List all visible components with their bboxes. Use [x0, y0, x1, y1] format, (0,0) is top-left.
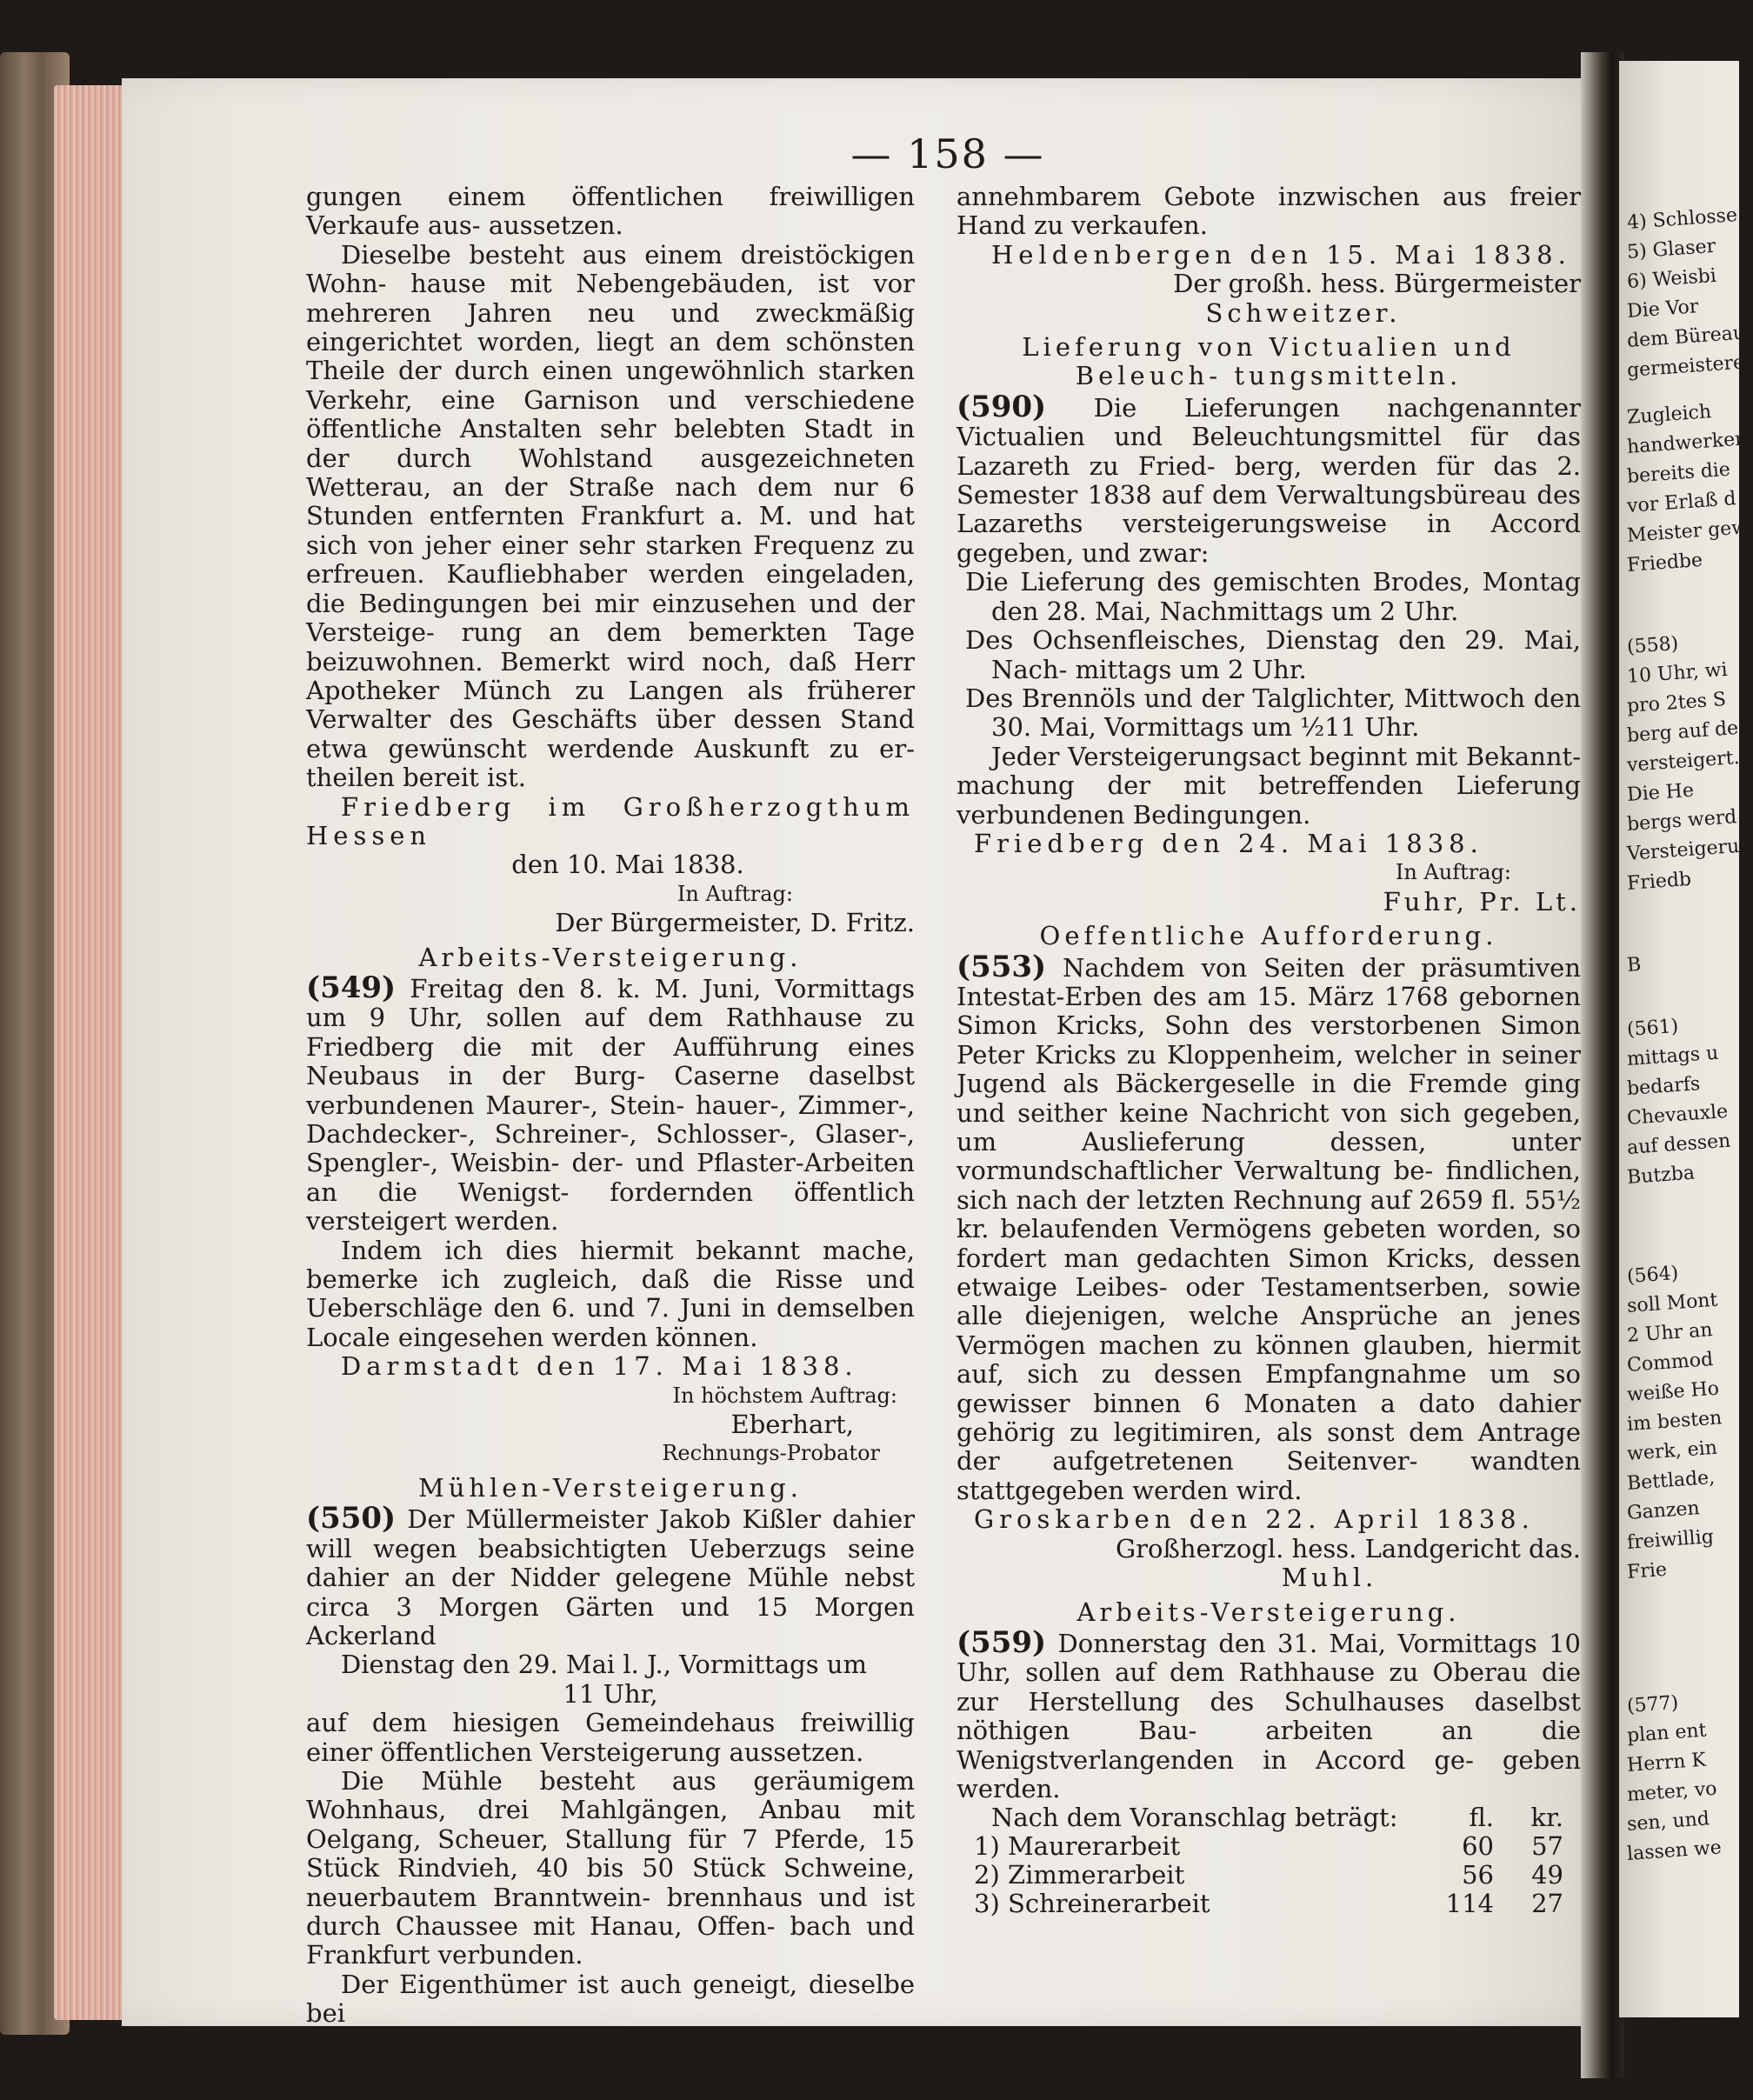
- place-date-line: Friedberg im Großherzogthum Hessen: [306, 791, 915, 850]
- left-column: [306, 183, 915, 2029]
- paragraph: Die Mühle besteht aus geräumigem Wohnhaus, drei Mahlgängen, Anbau mit Oelgang, Scheuer, Stallung für 7 Pferde, 15 Stück Rindvieh, 40 bis 50 Stück Schweine, neuerbautem Branntwein- brennhaus und ist durch Chaussee mit Hanau, Offen- bach und Frankfurt verbunden.: [306, 1765, 915, 1970]
- paragraph: annehmbarem Gebote inzwischen aus freier Hand zu verkaufen.: [956, 182, 1581, 241]
- cost-kr: 57: [1531, 1831, 1563, 1862]
- signature: Muhl.: [1281, 1563, 1378, 1593]
- fragment-line: mittags u: [1626, 1042, 1720, 1070]
- list-item: Des Ochsenfleisches, Dienstag den 29. Mai, Nach- mittags um 2 Uhr.: [965, 625, 1581, 684]
- notice-text: Nachdem von Seiten der präsumtiven Intestat-Erben des am 15. März 1768 gebornen Simon Kricks, Sohn des verstorbenen Simon Peter Kricks zu Kloppenheim, welcher in seiner Jugend als Bäckergeselle in die Fremde ging und seither keine Nachricht von sich gegeben, um Auslieferung dessen, unter vormundschaftlicher Verwaltung be- findlichen, sich nach der letzten Rechnung auf 2659 fl. 55½ kr. belaufenden Vermögens gebeten worden, so fordert man gedachten Simon Kricks, dessen etwaige Leibes- oder Testamentserben, sowie alle diejenigen, welche Ansprüche an jenes Vermögen machen zu können glauben, hiermit auf, sich zu dessen Empfangnahme um so gewisser binnen 6 Monaten a dato dahier gehörig zu legitimiren, als sonst dem Antrage der aufgetretenen Seitenver- wandten stattgegeben werden wird.: [956, 952, 1582, 1505]
- fragment-line: Herrn K: [1626, 1749, 1707, 1777]
- cost-header-fl: fl.: [1469, 1803, 1494, 1833]
- notice-text: Donnerstag den 31. Mai, Vormittags 10 Uhr, sollen auf dem Rathhause zu Oberau die zur Herstellung des Schulhauses daselbst nöthigen Bau- arbeiten an die Wenigstverlangenden in Accord ge- geben werden.: [956, 1628, 1581, 1803]
- notice-590: [956, 389, 1582, 568]
- place-date: [956, 241, 1581, 270]
- fragment-line: werk, ein: [1626, 1437, 1718, 1465]
- notice-553: [956, 949, 1582, 1506]
- section-heading: Mühlen-Versteigerung.: [418, 1472, 803, 1503]
- place-date-line: Friedberg den 24. Mai 1838.: [974, 828, 1483, 858]
- fragment-line: pro 2tes S: [1626, 689, 1727, 717]
- fragment-line: soll Mont: [1626, 1289, 1719, 1317]
- section-heading: Oeffentliche Aufforderung.: [1039, 921, 1498, 951]
- fragment-line: im besten: [1626, 1407, 1723, 1436]
- next-page-fragment: [1619, 61, 1753, 2017]
- page-edges: [54, 85, 132, 2020]
- fragment-line: 6) Weisbi: [1626, 264, 1717, 293]
- place-date: [956, 830, 1581, 858]
- fragment-line: (564): [1626, 1262, 1680, 1288]
- signature-title: Großherzogl. hess. Landgericht das.: [1115, 1533, 1581, 1563]
- fragment-line: Butzba: [1626, 1162, 1696, 1189]
- fragment-line: vor Erlaß d: [1626, 488, 1737, 517]
- fragment-line: Die He: [1626, 779, 1695, 806]
- signature: Schweitzer.: [1205, 297, 1402, 328]
- cost-intro: Nach dem Voranschlag beträgt:: [991, 1803, 1398, 1833]
- fragment-line: Friedbe: [1626, 549, 1703, 577]
- list-item: Des Brennöls und der Talglichter, Mittwoch den 30. Mai, Vormittags um ½11 Uhr.: [965, 683, 1581, 743]
- fragment-line: weiße Ho: [1626, 1377, 1720, 1406]
- cost-header-kr: kr.: [1530, 1803, 1563, 1833]
- notice-text: Der Müllermeister Jakob Kißler dahier will wegen beabsichtigten Ueberzugs seine dahier an der Nidder gelegene Mühle nebst circa 3 Morgen Gärten und 15 Morgen Ackerland: [306, 1504, 916, 1650]
- place-date-line: Darmstadt den 17. Mai 1838.: [341, 1351, 858, 1382]
- paragraph: Jeder Versteigerungsact beginnt mit Bekannt- machung der mit betreffenden Lieferung verbundenen Bedingungen.: [956, 741, 1581, 830]
- notice-text: Die Lieferungen nachgenannter Victualien und Beleuchtungsmittel für das Lazareth zu Fried- berg, werden für das 2. Semester 1838 auf dem Verwaltungsbüreau des Lazareths versteigerungsweise in Accord gegeben, und zwar:: [956, 392, 1582, 568]
- fragment-line: 4) Schlosse: [1626, 204, 1738, 234]
- cost-kr: 49: [1531, 1860, 1563, 1890]
- fragment-line: Chevauxle: [1626, 1100, 1729, 1130]
- fragment-line: auf dessen: [1626, 1130, 1732, 1159]
- cost-fl: 56: [1462, 1860, 1494, 1890]
- notice-number: (553): [956, 949, 1047, 984]
- fragment-line: 10 Uhr, wi: [1626, 658, 1729, 688]
- paragraph: auf dem hiesigen Gemeindehaus freiwillig einer öffentlichen Versteigerung aussetzen.: [306, 1708, 915, 1767]
- cost-label: 1) Maurerarbeit: [974, 1831, 1181, 1862]
- fragment-line: bereits die: [1626, 458, 1731, 488]
- signature-title: Der großh. hess. Bürgermeister: [1173, 269, 1581, 299]
- fragment-line: Bettlade,: [1626, 1466, 1716, 1495]
- fragment-line: bergs werd: [1626, 806, 1738, 836]
- notice-550: [306, 1501, 916, 1650]
- cost-fl: 114: [1445, 1889, 1494, 1919]
- date-line: 11 Uhr,: [563, 1678, 658, 1709]
- fragment-line: Friedb: [1626, 868, 1692, 895]
- commission-note: In höchstem Auftrag:: [672, 1383, 897, 1408]
- fragment-line: (577): [1626, 1691, 1680, 1717]
- fragment-line: 5) Glaser: [1626, 235, 1716, 263]
- place-date: [306, 793, 915, 851]
- signature: Der Bürgermeister, D. Fritz.: [555, 908, 915, 938]
- fragment-line: meter, vo: [1626, 1777, 1718, 1806]
- fragment-line: Versteigerun: [1626, 834, 1753, 865]
- notice-number: (559): [956, 1624, 1047, 1660]
- notice-549: [306, 970, 915, 1237]
- book-gutter: [1581, 52, 1624, 2078]
- fragment-line: Meister gew: [1626, 517, 1749, 547]
- fragment-line: sen, und: [1626, 1808, 1710, 1836]
- cost-label: 2) Zimmerarbeit: [974, 1860, 1185, 1890]
- paragraph: Der Eigenthümer ist auch geneigt, dieselbe bei: [306, 1969, 915, 2029]
- place-date: [306, 1352, 915, 1381]
- right-column: [956, 183, 1581, 1918]
- commission-note: In Auftrag:: [677, 881, 793, 906]
- fragment-line: versteigert.: [1626, 746, 1741, 777]
- fragment-line: (558): [1626, 632, 1680, 658]
- notice-number: (590): [956, 389, 1047, 424]
- section-heading: Arbeits-Versteigerung.: [418, 942, 803, 972]
- list-item: Die Lieferung des gemischten Brodes, Montag den 28. Mai, Nachmittags um 2 Uhr.: [965, 567, 1581, 626]
- commission-note: In Auftrag:: [1395, 860, 1511, 885]
- cost-label: 3) Schreinerarbeit: [974, 1889, 1210, 1919]
- paragraph: gungen einem öffentlichen freiwilligen Verkaufe aus- aussetzen.: [306, 182, 915, 241]
- page-number: — 158 —: [850, 130, 1045, 177]
- fragment-line: Frie: [1626, 1558, 1668, 1583]
- fragment-line: Commod: [1626, 1349, 1714, 1377]
- cost-row: [956, 1861, 1581, 1890]
- cost-row: [956, 1890, 1581, 1918]
- fragment-line: berg auf de: [1626, 717, 1739, 747]
- fragment-line: handwerker: [1626, 428, 1745, 458]
- paragraph: Indem ich dies hiermit bekannt mache, bemerke ich zugleich, daß die Risse und Ueberschläge den 6. und 7. Juni in demselben Locale eingesehen werden können.: [306, 1235, 915, 1352]
- place-date-line: Groskarben den 22. April 1838.: [974, 1504, 1535, 1535]
- date-line: Dienstag den 29. Mai l. J., Vormittags um: [341, 1650, 867, 1680]
- cost-table: [956, 1803, 1581, 1918]
- fragment-line: Ganzen: [1626, 1497, 1701, 1524]
- fragment-line: lassen we: [1626, 1837, 1723, 1865]
- cost-row: [956, 1832, 1581, 1861]
- fragment-line: germeisterei: [1626, 351, 1751, 382]
- signature: Eberhart,: [730, 1410, 854, 1440]
- place-date: den 10. Mai 1838.: [511, 850, 744, 880]
- fragment-line: (561): [1626, 1015, 1680, 1041]
- paragraph: Dieselbe besteht aus einem dreistöckigen Wohn- hause mit Nebengebäuden, ist vor mehreren Jahren neu und zweckmäßig eingerichtet worden, liegt an dem schönsten Theile der durch einen ungewöhnlich starken Verkehr, eine Garnison und verschiedene öffentliche Anstalten sehr belebten Stadt in der durch Wohlstand ausgezeichneten Wetterau, an der Straße nach dem nur 6 Stunden entfernten Frankfurt a. M. und hat sich von jeher einer sehr starken Frequenz zu erfreuen. Kaufliebhaber werden eingeladen, die Bedingungen bei mir einzusehen und der Versteige- rung an dem bemerkten Tage beizuwohnen. Bemerkt wird noch, daß Herr Apotheker Münch zu Langen als früherer Verwalter des Geschäfts über dessen Stand etwa gewünscht werdende Auskunft zu er- theilen bereit ist.: [306, 239, 915, 793]
- fragment-line: freiwillig: [1626, 1526, 1715, 1554]
- fragment-line: B: [1626, 953, 1643, 977]
- fragment-line: Die Vor: [1626, 296, 1700, 323]
- cost-kr: 27: [1531, 1889, 1563, 1919]
- fragment-line: plan ent: [1626, 1719, 1708, 1747]
- notice-559: [956, 1624, 1581, 1803]
- place-date-line: Heldenbergen den 15. Mai 1838.: [991, 239, 1571, 270]
- notice-number: (549): [306, 970, 397, 1005]
- cost-fl: 60: [1462, 1831, 1494, 1862]
- signature: Fuhr, Pr. Lt.: [1383, 886, 1581, 917]
- notice-number: (550): [306, 1501, 397, 1537]
- fragment-line: dem Büreau: [1626, 322, 1746, 352]
- notice-text: Freitag den 8. k. M. Juni, Vormittags um 9 Uhr, sollen auf dem Rathhause zu Friedberg die mit der Aufführung eines Neubaus in der Burg- Caserne daselbst verbundenen Maurer-, Stein- hauer-, Zimmer-, Dachdecker-, Schreiner-, Schlosser-, Glaser-, Spengler-, Weisbin- der- und Pflaster-Arbeiten an die Wenigst- fordernden öffentlich versteigert werden.: [306, 973, 915, 1237]
- signature-title: Rechnungs-Probator: [662, 1441, 880, 1466]
- place-date: [956, 1505, 1581, 1534]
- fragment-line: bedarfs: [1626, 1073, 1702, 1100]
- section-heading: Lieferung von Victualien und Beleuch- tungsmitteln.: [1022, 332, 1516, 391]
- fragment-line: 2 Uhr an: [1626, 1319, 1714, 1347]
- cost-header-row: [956, 1803, 1581, 1832]
- fragment-line: Zugleich: [1626, 401, 1712, 429]
- section-heading: Arbeits-Versteigerung.: [1076, 1597, 1461, 1627]
